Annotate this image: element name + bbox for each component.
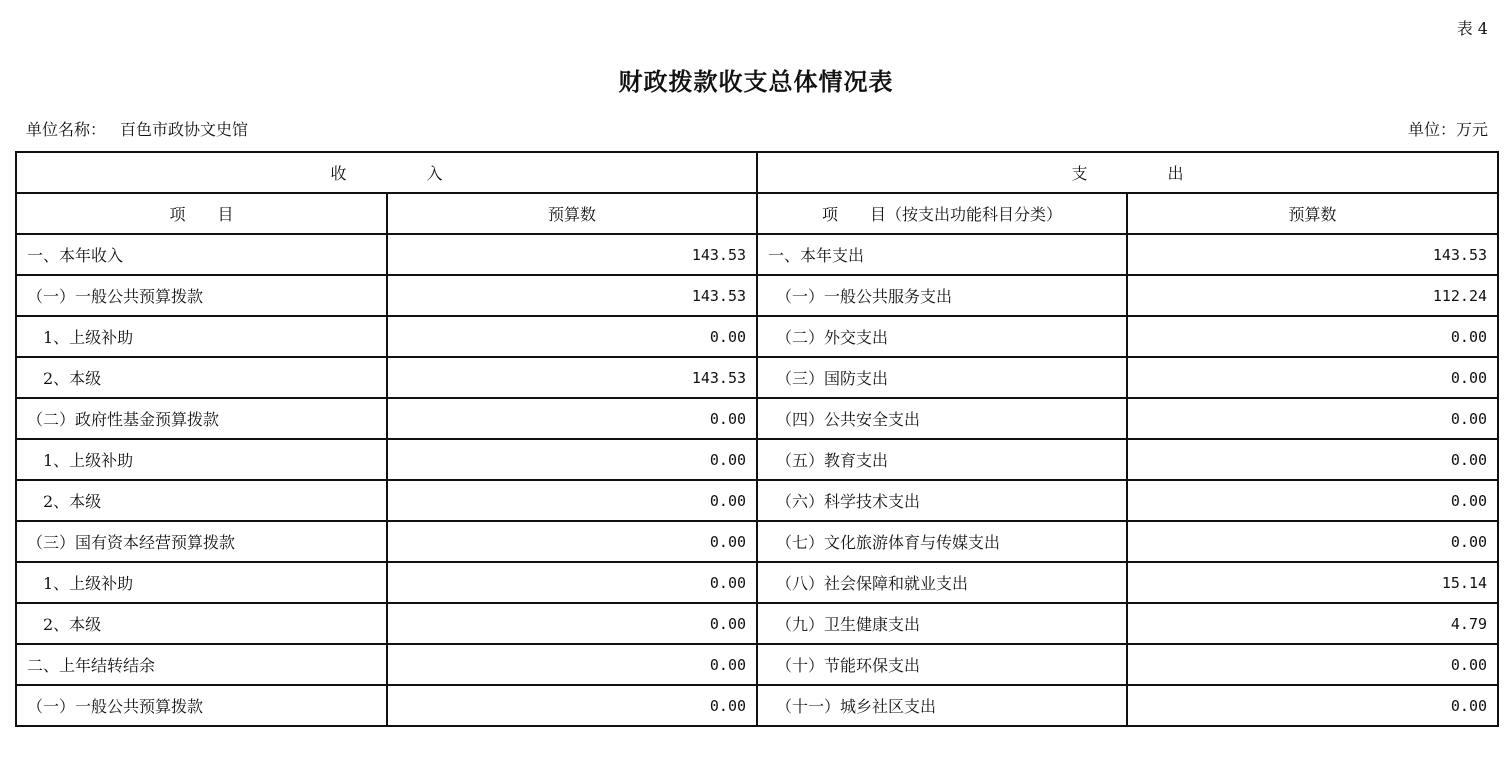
table-row — [16, 685, 1498, 726]
expense-value-cell: 143.53 — [1127, 234, 1498, 275]
expense-item-cell: （六）科学技术支出 — [757, 480, 1127, 521]
income-item-cell: 一、本年收入 — [16, 234, 387, 275]
table-row — [16, 357, 1498, 398]
expense-item-cell: （十一）城乡社区支出 — [757, 685, 1127, 726]
table-row — [16, 480, 1498, 521]
expense-budget-header: 预算数 — [1127, 193, 1498, 234]
table-row — [16, 521, 1498, 562]
column-header-row — [16, 193, 1498, 234]
expense-item-cell: （十）节能环保支出 — [757, 644, 1127, 685]
income-value-cell: 143.53 — [387, 275, 757, 316]
expense-item-cell: （四）公共安全支出 — [757, 398, 1127, 439]
expense-value-cell: 0.00 — [1127, 521, 1498, 562]
table-row — [16, 316, 1498, 357]
organization-label: 单位名称： — [26, 120, 107, 139]
table-row — [16, 275, 1498, 316]
income-item-cell: 1、上级补助 — [16, 562, 387, 603]
income-item-cell: 1、上级补助 — [16, 316, 387, 357]
unit-row — [26, 117, 1488, 141]
income-item-header: 项 目 — [16, 193, 387, 234]
expense-value-cell: 0.00 — [1127, 644, 1498, 685]
income-value-cell: 0.00 — [387, 562, 757, 603]
expense-value-cell: 15.14 — [1127, 562, 1498, 603]
income-item-cell: 2、本级 — [16, 603, 387, 644]
income-item-cell: 2、本级 — [16, 357, 387, 398]
income-item-cell: （二）政府性基金预算拨款 — [16, 398, 387, 439]
income-value-cell: 143.53 — [387, 234, 757, 275]
expense-section-header: 支 出 — [757, 152, 1498, 193]
expense-value-cell: 112.24 — [1127, 275, 1498, 316]
income-item-cell: 1、上级补助 — [16, 439, 387, 480]
expense-value-cell: 0.00 — [1127, 685, 1498, 726]
table-row — [16, 439, 1498, 480]
table-number: 表 4 — [1456, 19, 1488, 38]
income-value-cell: 143.53 — [387, 357, 757, 398]
income-item-cell: （一）一般公共预算拨款 — [16, 685, 387, 726]
expense-value-cell: 0.00 — [1127, 398, 1498, 439]
expense-item-cell: （三）国防支出 — [757, 357, 1127, 398]
organization-info — [26, 117, 248, 140]
expense-item-cell: （五）教育支出 — [757, 439, 1127, 480]
money-unit: 单位：万元 — [1407, 120, 1488, 139]
table-row — [16, 644, 1498, 685]
table-row — [16, 398, 1498, 439]
income-budget-header: 预算数 — [387, 193, 757, 234]
expense-value-cell: 0.00 — [1127, 357, 1498, 398]
budget-table — [15, 151, 1499, 727]
table-row — [16, 603, 1498, 644]
expense-value-cell: 0.00 — [1127, 316, 1498, 357]
expense-item-cell: （九）卫生健康支出 — [757, 603, 1127, 644]
expense-value-cell: 0.00 — [1127, 439, 1498, 480]
expense-item-cell: （二）外交支出 — [757, 316, 1127, 357]
page-title: 财政拨款收支总体情况表 — [618, 67, 894, 96]
income-value-cell: 0.00 — [387, 685, 757, 726]
expense-item-header: 项 目（按支出功能科目分类） — [757, 193, 1127, 234]
expense-item-cell: （七）文化旅游体育与传媒支出 — [757, 521, 1127, 562]
income-value-cell: 0.00 — [387, 644, 757, 685]
organization-name: 百色市政协文史馆 — [120, 120, 249, 139]
income-value-cell: 0.00 — [387, 480, 757, 521]
section-header-row — [16, 152, 1498, 193]
expense-value-cell: 4.79 — [1127, 603, 1498, 644]
income-item-cell: （一）一般公共预算拨款 — [16, 275, 387, 316]
income-item-cell: 2、本级 — [16, 480, 387, 521]
expense-value-cell: 0.00 — [1127, 480, 1498, 521]
income-section-header: 收 入 — [16, 152, 757, 193]
income-value-cell: 0.00 — [387, 398, 757, 439]
table-row — [16, 562, 1498, 603]
income-value-cell: 0.00 — [387, 439, 757, 480]
income-value-cell: 0.00 — [387, 521, 757, 562]
expense-item-cell: （一）一般公共服务支出 — [757, 275, 1127, 316]
expense-item-cell: 一、本年支出 — [757, 234, 1127, 275]
income-item-cell: 二、上年结转结余 — [16, 644, 387, 685]
income-value-cell: 0.00 — [387, 603, 757, 644]
table-row — [16, 234, 1498, 275]
expense-item-cell: （八）社会保障和就业支出 — [757, 562, 1127, 603]
income-value-cell: 0.00 — [387, 316, 757, 357]
income-item-cell: （三）国有资本经营预算拨款 — [16, 521, 387, 562]
